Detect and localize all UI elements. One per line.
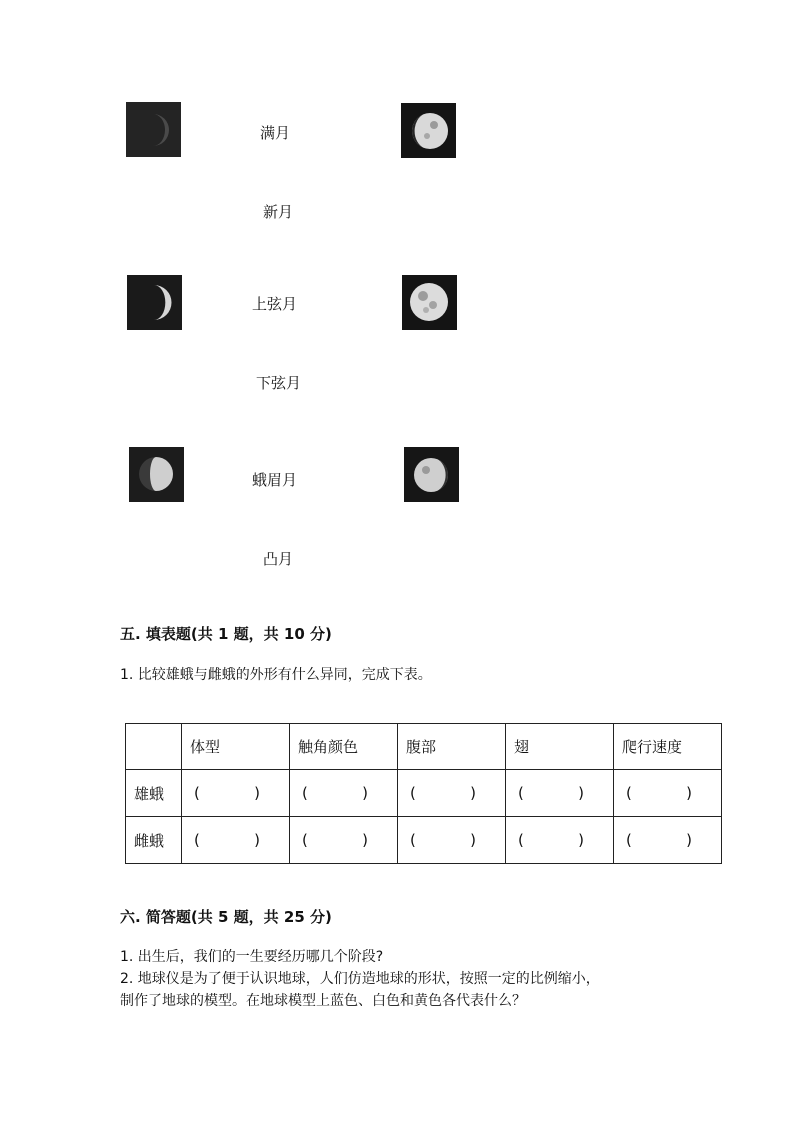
table-header-cell: 翅	[506, 724, 614, 770]
moon-label-gibbous: 凸月	[263, 550, 294, 568]
moon-image-waning-gibbous	[404, 447, 459, 502]
table-row	[126, 817, 722, 864]
answer-cell[interactable]	[614, 817, 722, 864]
paren-close: )	[578, 831, 584, 849]
paren-open: (	[626, 784, 632, 802]
moon-image-crescent-thin	[126, 102, 181, 157]
paren-open: (	[410, 831, 416, 849]
table-header-cell: 腹部	[398, 724, 506, 770]
moon-image-full	[402, 275, 457, 330]
row-label: 雌蛾	[126, 817, 182, 864]
table-header-cell: 触角颜色	[290, 724, 398, 770]
paren-close: )	[470, 831, 476, 849]
moon-label-crescent: 蛾眉月	[252, 471, 298, 489]
moon-label-first-quarter: 上弦月	[252, 295, 298, 313]
paren-open: (	[626, 831, 632, 849]
section6-question-2-line2: 制作了地球的模型。在地球模型上蓝色、白色和黄色各代表什么？	[120, 993, 526, 1009]
answer-cell[interactable]	[506, 770, 614, 817]
answer-cell[interactable]	[506, 817, 614, 864]
row-label: 雄蛾	[126, 770, 182, 817]
section6-question-2-line1: 2. 地球仪是为了便于认识地球，人们仿造地球的形状，按照一定的比例缩小，	[120, 971, 600, 987]
paren-open: (	[410, 784, 416, 802]
paren-close: )	[686, 831, 692, 849]
answer-cell[interactable]	[182, 817, 290, 864]
paren-open: (	[302, 831, 308, 849]
answer-cell[interactable]	[182, 770, 290, 817]
section5-heading: 五. 填表题(共 1 题，共 10 分)	[120, 625, 332, 643]
moon-label-new: 新月	[263, 203, 294, 221]
paren-close: )	[470, 784, 476, 802]
table-header-cell	[126, 724, 182, 770]
paren-open: (	[194, 831, 200, 849]
moon-label-full: 满月	[260, 124, 291, 142]
answer-cell[interactable]	[290, 770, 398, 817]
moon-label-last-quarter: 下弦月	[256, 374, 302, 392]
paren-close: )	[254, 784, 260, 802]
paren-close: )	[362, 784, 368, 802]
paren-close: )	[254, 831, 260, 849]
paren-close: )	[686, 784, 692, 802]
answer-cell[interactable]	[614, 770, 722, 817]
paren-close: )	[362, 831, 368, 849]
section6-question-1: 1. 出生后，我们的一生要经历哪几个阶段?	[120, 949, 384, 965]
moon-image-gibbous	[401, 103, 456, 158]
moon-image-waxing-crescent	[127, 275, 182, 330]
comparison-table	[125, 723, 722, 864]
paren-open: (	[518, 831, 524, 849]
answer-cell[interactable]	[398, 817, 506, 864]
paren-open: (	[302, 784, 308, 802]
answer-cell[interactable]	[398, 770, 506, 817]
section6-heading: 六. 简答题(共 5 题，共 25 分)	[120, 908, 332, 926]
paren-open: (	[518, 784, 524, 802]
table-row	[126, 770, 722, 817]
paren-close: )	[578, 784, 584, 802]
table-header-cell: 爬行速度	[614, 724, 722, 770]
moon-image-half-dark	[129, 447, 184, 502]
table-header-row	[126, 724, 722, 770]
table-header-cell: 体型	[182, 724, 290, 770]
section5-question: 1. 比较雄蛾与雌蛾的外形有什么异同，完成下表。	[120, 667, 432, 683]
answer-cell[interactable]	[290, 817, 398, 864]
paren-open: (	[194, 784, 200, 802]
